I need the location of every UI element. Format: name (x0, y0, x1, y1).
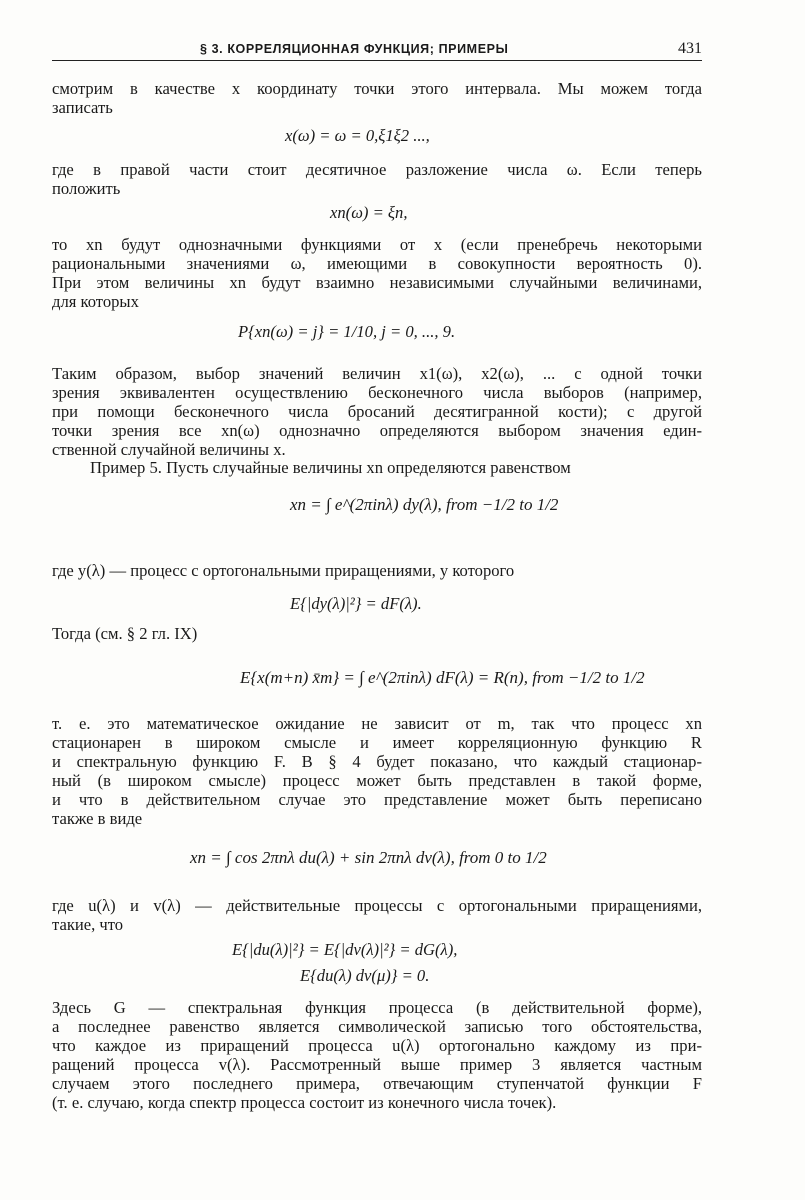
equation-3 (238, 322, 455, 341)
running-head-title: § 3. КОРРЕЛЯЦИОННАЯ ФУНКЦИЯ; ПРИМЕРЫ (200, 42, 509, 56)
equation-text: x(ω) = ω = 0,ξ1ξ2 ..., (285, 126, 430, 145)
text-line: где y(λ) — процесс с ортогональными приращениями, у которого (52, 561, 515, 580)
text-line: Тогда (см. § 2 гл. IX) (52, 624, 198, 643)
text-line: стационарен в широком смысле и имеет корреляционную функцию R (52, 733, 702, 752)
equation-text: xn = ∫ e^(2πinλ) dy(λ), from −1/2 to 1/2 (290, 495, 559, 514)
equation-text: E{|dy(λ)|²} = dF(λ). (290, 594, 422, 613)
paragraph-1 (52, 79, 702, 117)
text-line: ственной случайной величины x. (52, 440, 286, 459)
equation-4 (290, 495, 558, 514)
equation-7 (190, 848, 547, 867)
text-line: точки зрения все xn(ω) однозначно определяются выбором значения един- (52, 421, 702, 440)
text-line: положить (52, 179, 121, 198)
equation-text: xn = ∫ cos 2πnλ du(λ) + sin 2πnλ dv(λ), from 0 to 1/2 (190, 848, 547, 867)
equation-9 (300, 966, 429, 985)
paragraph-4 (52, 364, 702, 459)
text-line: ращений процесса v(λ). Рассмотренный выше пример 3 является частным (52, 1055, 702, 1074)
text-line: При этом величины xn будут взаимно независимыми случайными величинами, (52, 273, 702, 292)
text-line: и спектральную функцию F. В § 4 будет показано, что каждый стационар- (52, 752, 702, 771)
text-line: что каждое из приращений процесса u(λ) ортогонально каждому из при- (52, 1036, 702, 1055)
text-line: записать (52, 98, 113, 117)
paragraph-6 (52, 561, 702, 580)
paragraph-5 (52, 458, 702, 477)
text-line: такие, что (52, 915, 124, 934)
text-line: также в виде (52, 809, 143, 828)
paragraph-9 (52, 896, 702, 934)
text-line: а последнее равенство является символической записью того обстоятельства, (52, 1017, 702, 1036)
equation-1 (285, 126, 430, 145)
text-line: Таким образом, выбор значений величин x1(ω), x2(ω), ... с одной точки (52, 364, 702, 383)
equation-text: xn(ω) = ξn, (330, 203, 408, 222)
paragraph-8 (52, 714, 702, 828)
paragraph-2 (52, 160, 702, 198)
text-line: при помощи бесконечного числа бросаний десятигранной кости); с другой (52, 402, 702, 421)
text-line: ный (в широком смысле) процесс может быть представлен в такой форме, (52, 771, 702, 790)
page-number: 431 (678, 40, 702, 57)
text-line: (т. е. случаю, когда спектр процесса состоит из конечного числа точек). (52, 1093, 557, 1112)
text-line: то xn будут однозначными функциями от x (если пренебречь некоторыми (52, 235, 702, 254)
paragraph-3 (52, 235, 702, 311)
running-head (52, 38, 702, 61)
text-line: и что в действительном случае это представление может быть переписано (52, 790, 702, 809)
equation-2 (330, 203, 407, 222)
text-line: где u(λ) и v(λ) — действительные процессы с ортогональными приращениями, (52, 896, 702, 915)
text-line: Пример 5. Пусть случайные величины xn определяются равенством (90, 458, 571, 477)
text-line: где в правой части стоит десятичное разложение числа ω. Если теперь (52, 160, 702, 179)
equation-text: P{xn(ω) = j} = 1/10, j = 0, ..., 9. (238, 322, 456, 341)
paragraph-10 (52, 998, 702, 1112)
text-line: для которых (52, 292, 139, 311)
text-line: Здесь G — спектральная функция процесса (в действительной форме), (52, 998, 702, 1017)
equation-8 (232, 940, 457, 959)
equation-5 (290, 594, 422, 613)
text-line: т. е. это математическое ожидание не зависит от m, так что процесс xn (52, 714, 702, 733)
text-line: рациональными значениями ω, имеющими в совокупности вероятность 0). (52, 254, 702, 273)
equation-text: E{x(m+n) x̄m} = ∫ e^(2πinλ) dF(λ) = R(n), from −1/2 to 1/2 (240, 668, 645, 687)
text-line: смотрим в качестве x координату точки этого интервала. Мы можем тогда (52, 79, 702, 98)
equation-text: E{du(λ) dv(μ)} = 0. (300, 966, 430, 985)
text-line: зрения эквивалентен осуществлению бесконечного числа выборов (например, (52, 383, 702, 402)
equation-text: E{|du(λ)|²} = E{|dv(λ)|²} = dG(λ), (232, 940, 458, 959)
text-line: случаем этого последнего примера, отвечающим ступенчатой функции F (52, 1074, 702, 1093)
paragraph-7 (52, 624, 702, 643)
equation-6 (240, 668, 645, 687)
